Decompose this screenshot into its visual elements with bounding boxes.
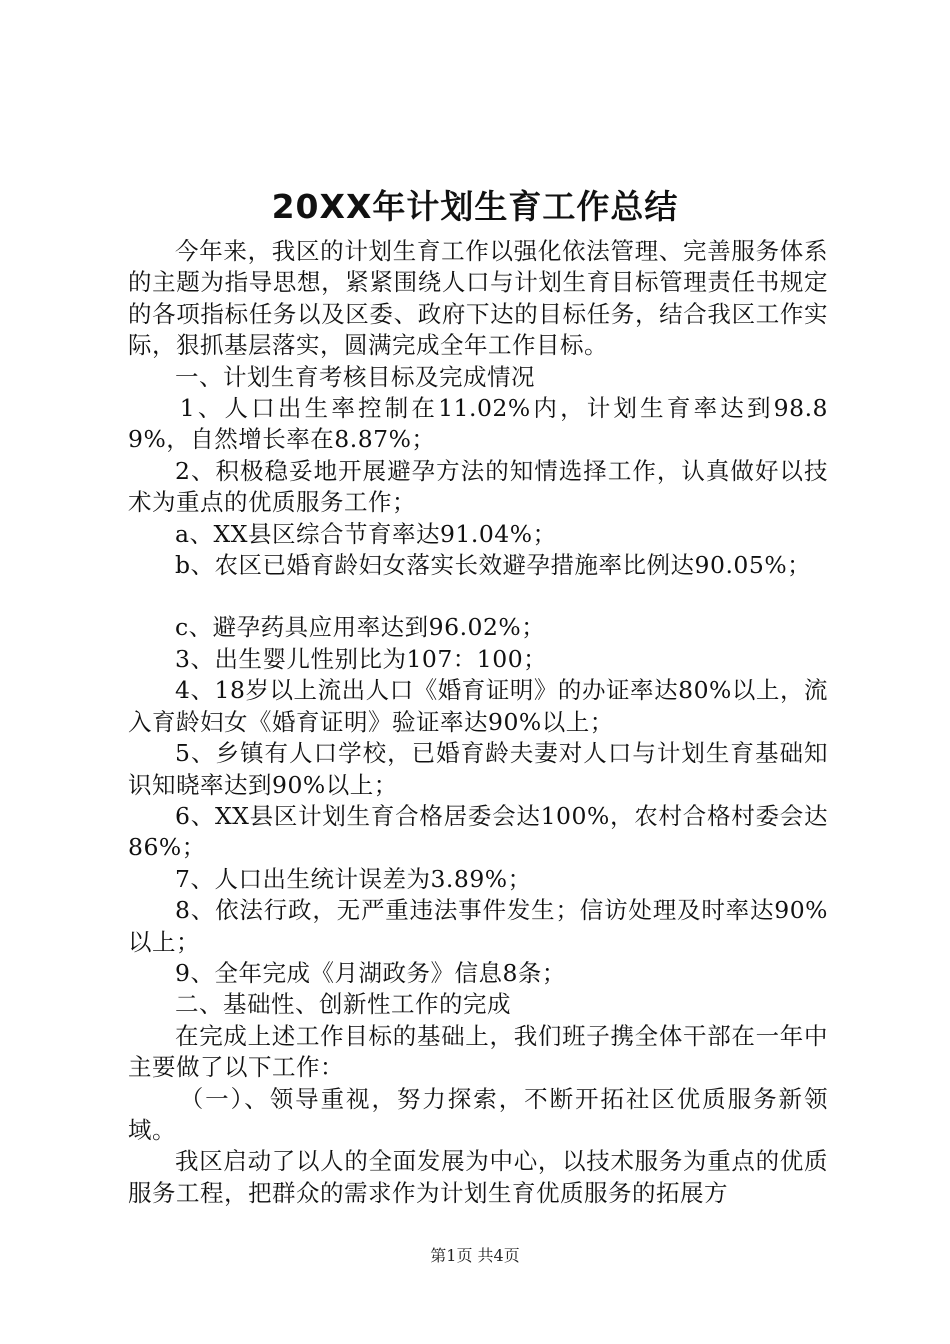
list-item: b、农区已婚育龄妇女落实长效避孕措施率比例达90.05%； bbox=[175, 551, 812, 580]
page-title: 20XX年计划生育工作总结 bbox=[271, 187, 679, 226]
paragraph-intro: 今年来，我区的计划生育工作以强化依法管理、完善服务体系的主题为指导思想，紧紧围绕人口与计划生育目标管理责任书规定的各项指标任务以及区委、政府下达的目标任务，结合我区工作实际，狠抓基层落实，圆满完成全年工作目标。 bbox=[128, 237, 828, 360]
list-item: 8、依法行政，无严重违法事件发生；信访处理及时率达90%以上； bbox=[128, 896, 828, 956]
document-body bbox=[128, 236, 828, 1209]
paragraph: 我区启动了以人的全面发展为中心，以技术服务为重点的优质服务工程，把群众的需求作为计划生育优质服务的拓展方 bbox=[128, 1147, 828, 1207]
section-heading-1: 一、计划生育考核目标及完成情况 bbox=[175, 362, 535, 391]
list-item: c、避孕药具应用率达到96.02%； bbox=[175, 613, 546, 642]
list-item: 2、积极稳妥地开展避孕方法的知情选择工作，认真做好以技术为重点的优质服务工作； bbox=[128, 456, 828, 517]
page-footer: 第1页 共4页 bbox=[430, 1246, 520, 1265]
blank-line bbox=[128, 581, 828, 612]
list-item: a、XX县区综合节育率达91.04%； bbox=[175, 519, 557, 548]
paragraph: 在完成上述工作目标的基础上，我们班子携全体干部在一年中主要做了以下工作： bbox=[128, 1021, 828, 1082]
list-item: 9、全年完成《月湖政务》信息8条； bbox=[175, 958, 566, 987]
list-item: 7、人口出生统计误差为3.89%； bbox=[175, 864, 532, 893]
list-item: 5、乡镇有人口学校，已婚育龄夫妻对人口与计划生育基础知识知晓率达到90%以上； bbox=[128, 739, 828, 799]
list-item: 3、出生婴儿性别比为107：100； bbox=[175, 644, 548, 673]
section-heading-2: 二、基础性、创新性工作的完成 bbox=[175, 990, 511, 1019]
subsection-heading: （一）、领导重视，努力探索，不断开拓社区优质服务新领域。 bbox=[128, 1084, 828, 1144]
list-item: 1、人口出生率控制在11.02%内，计划生育率达到98.89%，自然增长率在8.87%； bbox=[128, 394, 828, 454]
list-item: 6、XX县区计划生育合格居委会达100%，农村合格村委会达86%； bbox=[128, 801, 828, 862]
list-item: 4、18岁以上流出人口《婚育证明》的办证率达80%以上，流入育龄妇女《婚育证明》验证率达90%以上； bbox=[128, 676, 828, 736]
